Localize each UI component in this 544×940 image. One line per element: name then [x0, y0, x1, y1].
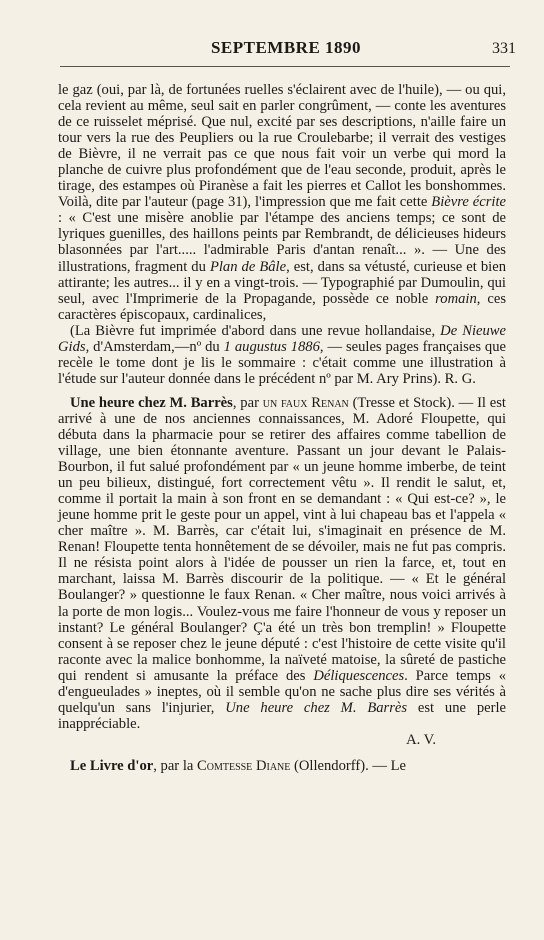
review-livre-dor: Le Livre d'or, par la Comtesse Diane (Ollendorff). — Le: [70, 757, 407, 774]
page-title: SEPTEMBRE 1890: [210, 38, 362, 57]
review-heading: Une heure chez M. Barrès: [70, 394, 233, 411]
review-heading: Le Livre d'or: [70, 757, 154, 774]
paragraph-bievre-note: (La Bièvre fut imprimée d'abord dans une revue hollandaise, De Nieuwe Gids, d'Amsterdam,—nº du 1 augustus 1886, — seules pages françaises que recèle le tome dont je lis le sommaire : c'était comme une illustration à l'étude sur l'auteur donnée dans le précédent nº par M. Ary Prins). R. G.: [58, 322, 506, 387]
header-rule: [60, 66, 510, 67]
paragraph-bievre: le gaz (oui, par là, de fortunées ruelles s'éclairent avec de l'huile), — ou qui, cela revient au même, seul sait en parler congrûment, — conte les aventures de ce ruisselet méprisé. Que nul, excité par ses descriptions, n'aille faire un tour vers la rue des Peupliers ou la rue Croulebarbe; il verrait des vestiges de Bièvre, il ne verrait pas ce que nous fait voir un verbe qui mord la planche de cuivre plus profondément que de l'eau seconde, produit, après le tirage, des estampes où Piranèse a fait les pierres et Callot les bonshommes. Voilà, dite par l'auteur (page 31), l'impression que me fait cette Bièvre écrite : « C'est une misère anoblie par l'étampe des anciens temps; ce sont de lyriques guenilles, des haillons peints par Rembrandt, de délicieuses hideurs blasonnées par l'art..... l'admirable Paris d'antan renaît... ». — Une des illustrations, fragment du Plan de Bâle, est, dans sa vétusté, curieuse et bien attirante; les autres... il y en a vingt-trois. — Typographié par Dumoulin, qui seul, avec l'Imprimerie de la Propagande, possède ce noble romain, ces caractères épiscopaux, cardinalices,: [58, 82, 506, 323]
review-barres: Une heure chez M. Barrès, par un faux Renan (Tresse et Stock). — Il est arrivé à une de nos anciennes connaissances, M. Adoré Floupette, qui débuta dans la pharmacie pour se retirer des affaires comme tabellion de village, une bien étonnante aventure. Passant un jour devant le Palais-Bourbon, il fut salué profondément par « un jeune homme imberbe, de teint un peu bilieux, distingué, fort correctement vêtu ». Il rendit le salut, et, comme il portait la main à son front en se demandant : « Qui est-ce? », le jeune homme prit le geste pour un appel, vint à lui chapeau bas et l'appela « cher maître ». M. Barrès, car c'était lui, s'imaginait en présence de M. Renan! Floupette tenta honnêtement de se dévoiler, mais ne fut pas compris. Il ne résista point alors à l'idée de pousser un rien la farce, et, tout en marchant, laissa M. Barrès discourir de la politique. — « Et le général Boulanger? » questionne le faux Renan. « Cher maître, nous voici arrivés à la porte de mon logis... Voulez-vous me faire l'honneur de vous y reposer un instant? Le général Boulanger? Ç'a été un très bon tremplin! » Floupette consent à se reposer chez le jeune député : c'est l'histoire de cette visite qu'il raconte avec la malice bonhomme, la naïveté matoise, la sûreté de pastiche qui rendent si amusante la préface des Déliquescences. Parce temps « d'engueulades » ineptes, où il semble qu'on ne sache plus dire ses vérités à quelqu'un sans l'injurier, Une heure chez M. Barrès est une perle inappréciable.: [58, 394, 506, 732]
page-number: 331: [492, 40, 516, 57]
article-body: [58, 82, 506, 774]
review-signature: A. V.: [406, 731, 436, 748]
running-header: [56, 38, 516, 66]
